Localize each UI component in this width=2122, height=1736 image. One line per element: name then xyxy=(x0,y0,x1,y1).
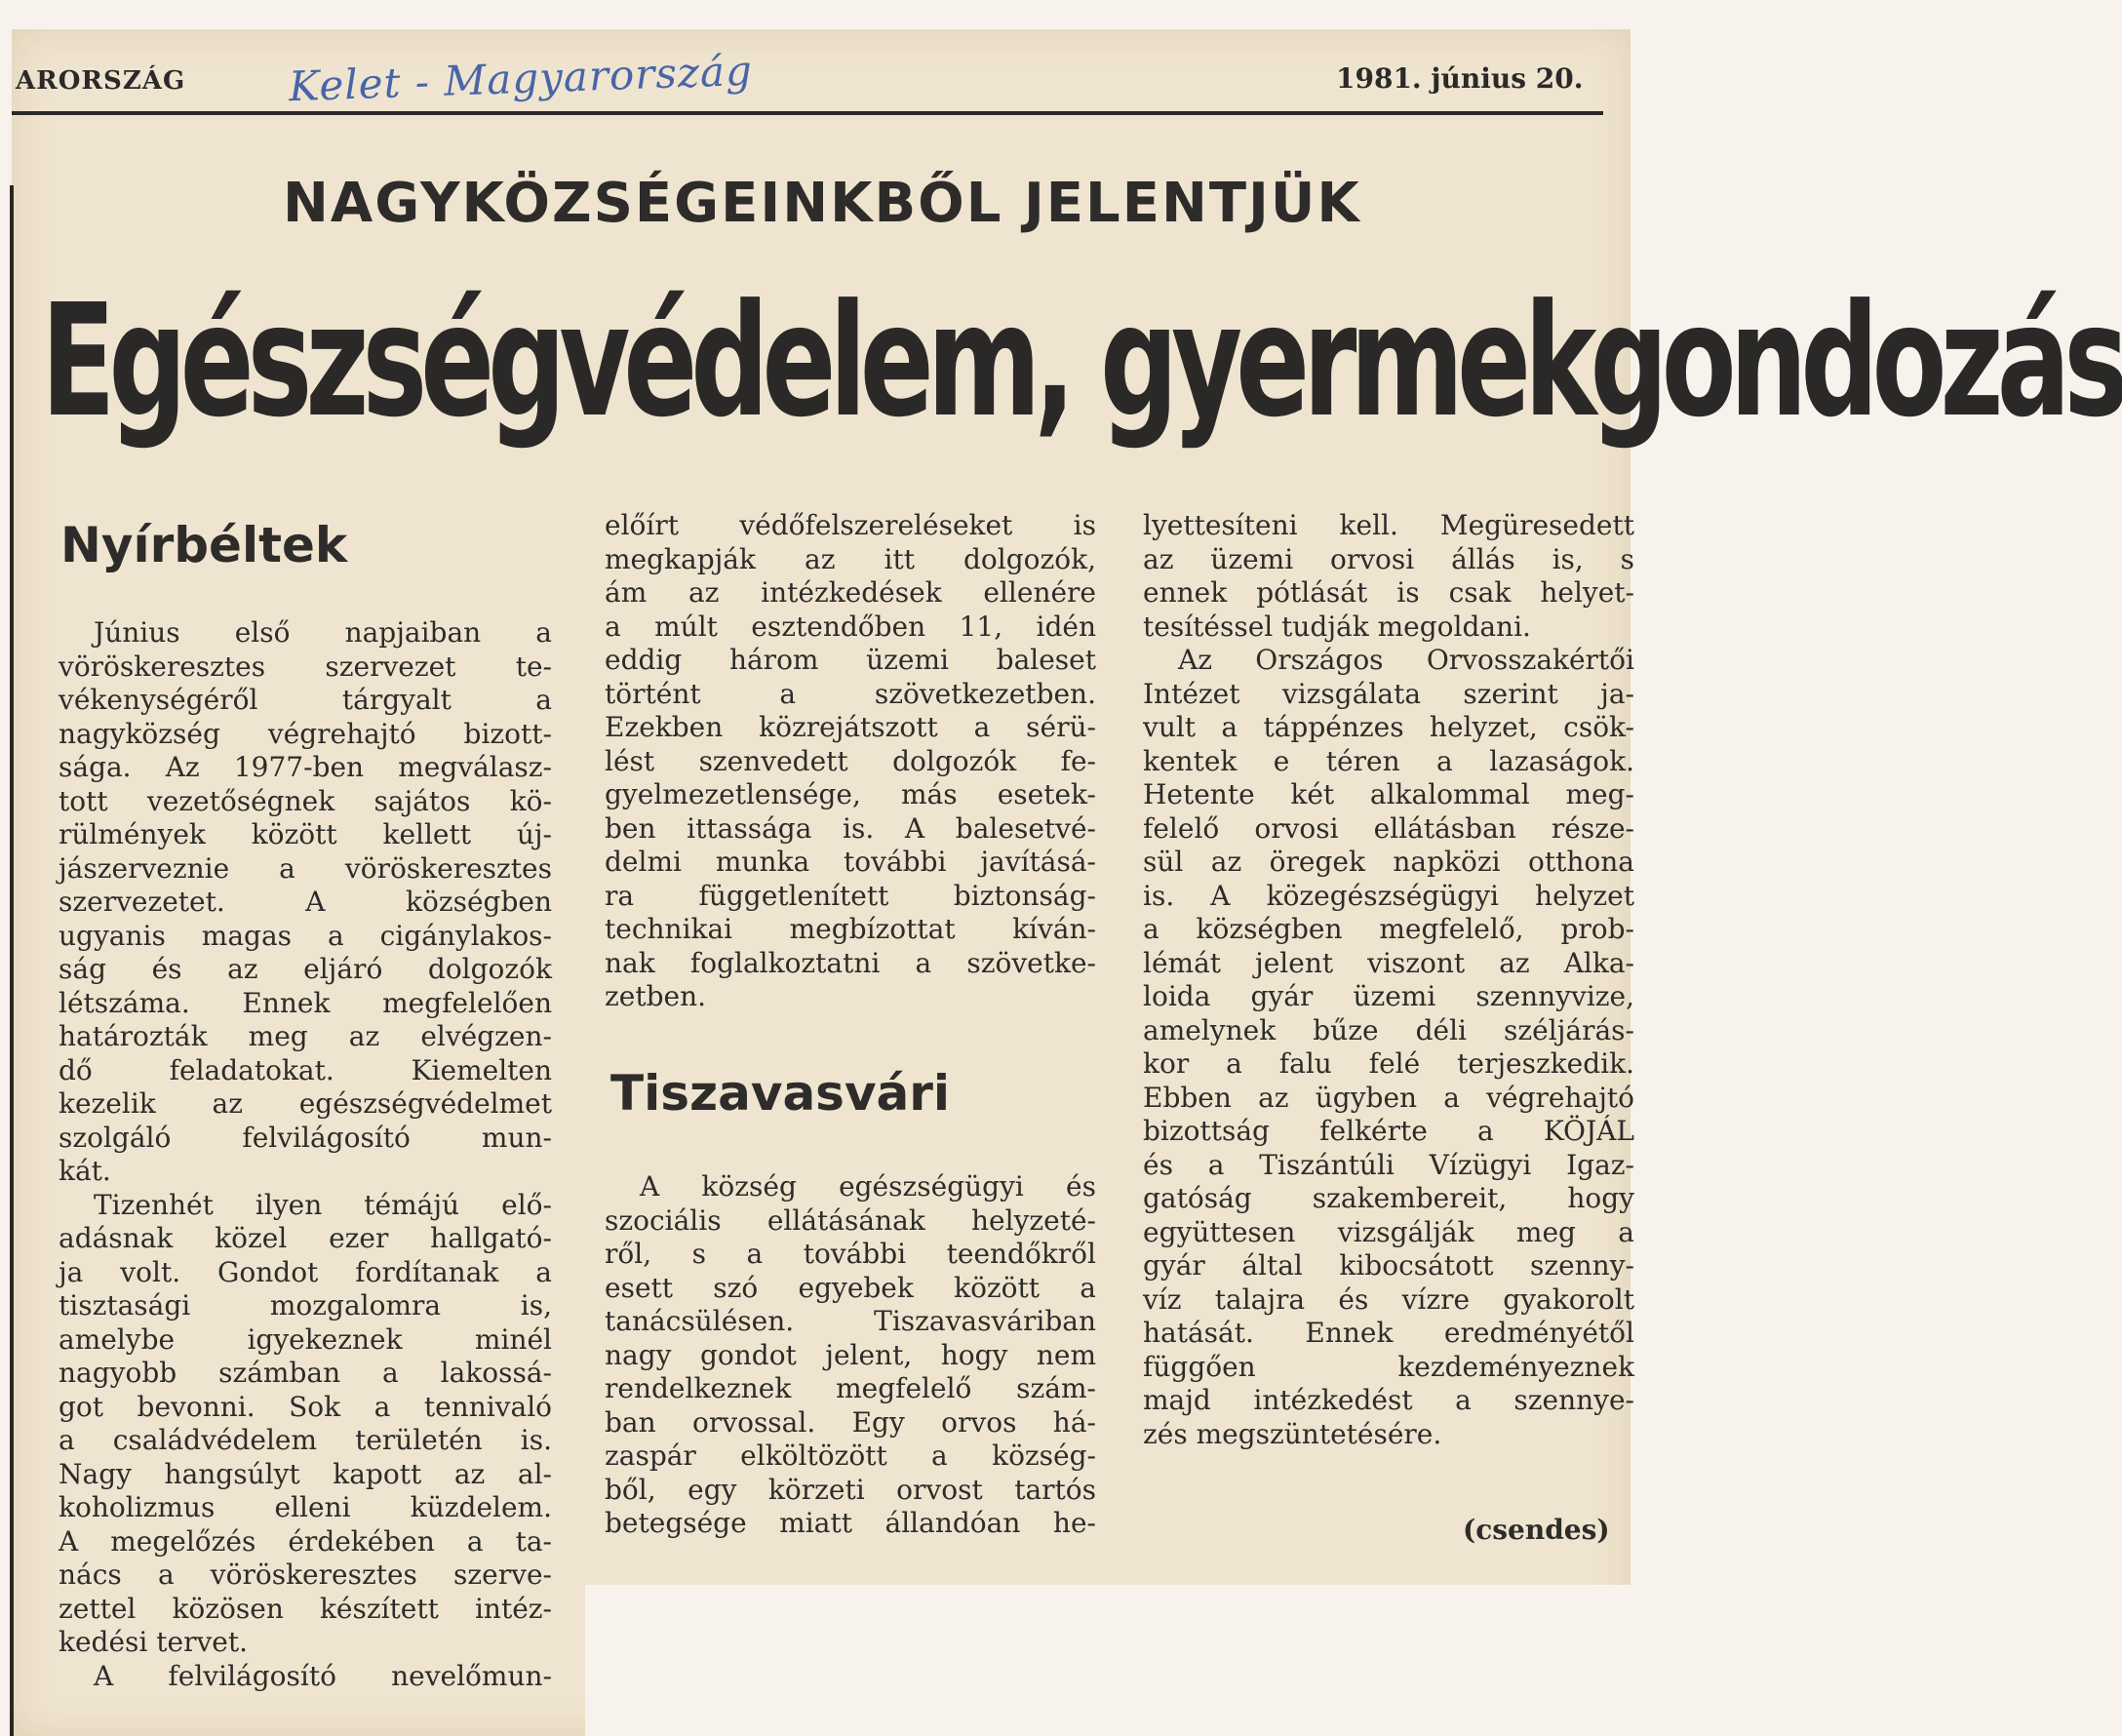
clipping-cutout xyxy=(585,1585,1740,1736)
text-line: tott vezetőségnek sajátos kö- xyxy=(59,784,552,817)
text-line: amelybe igyekeznek minél xyxy=(59,1322,552,1356)
text-line: függően kezdeményeznek xyxy=(1143,1350,1634,1383)
text-line: Intézet vizsgálata szerint ja- xyxy=(1143,677,1634,710)
text-line: az üzemi orvosi állás is, s xyxy=(1143,542,1634,575)
text-line: koholizmus elleni küzdelem. xyxy=(59,1491,552,1523)
text-line: kedési tervet. xyxy=(59,1626,249,1658)
text-line: adásnak közel ezer hallgató- xyxy=(59,1222,552,1254)
text-line: nagyközség végrehajtó bizott- xyxy=(59,717,552,750)
text-line: történt a szövetkezetben. xyxy=(605,677,1096,710)
text-line: szociális ellátásának helyzeté- xyxy=(605,1203,1096,1237)
column-1 xyxy=(59,616,552,1693)
text-line: bizottság felkérte a KÖJÁL xyxy=(1143,1115,1634,1147)
text-line: zaspár elköltözött a község- xyxy=(605,1440,1096,1472)
text-line: ám az intézkedések ellenére xyxy=(605,576,1096,609)
author-signature: (csendes) xyxy=(1463,1514,1610,1546)
text-line: loida gyár üzemi szennyvize, xyxy=(1143,980,1634,1012)
text-line: hatását. Ennek eredményétől xyxy=(1143,1317,1634,1349)
text-line: ja volt. Gondot fordítanak a xyxy=(59,1255,552,1288)
text-line: ság és az eljáró dolgozók xyxy=(59,953,552,985)
text-line: sül az öregek napközi otthona xyxy=(1143,846,1634,878)
text-line: dő feladatokat. Kiemelten xyxy=(59,1053,552,1086)
text-line: nagyobb számban a lakossá- xyxy=(59,1357,552,1389)
text-line: tesítéssel tudják megoldani. xyxy=(1143,610,1531,643)
text-line: Június első napjaiban a xyxy=(94,616,552,649)
column-3 xyxy=(1143,509,1634,1451)
text-line: tisztasági mozgalomra is, xyxy=(59,1289,552,1322)
kicker: NAGYKÖZSÉGEINKBŐL JELENTJÜK xyxy=(283,172,1361,235)
section-heading-nyirbeltek: Nyírbéltek xyxy=(60,517,348,573)
masthead-rule xyxy=(12,111,1603,115)
column-1-text xyxy=(59,616,552,1693)
text-line: Ebben az ügyben a végrehajtó xyxy=(1143,1081,1634,1114)
text-line: szolgáló felvilágosító mun- xyxy=(59,1121,552,1154)
text-line: eddig három üzemi baleset xyxy=(605,644,1096,676)
text-line: gyelmezetlensége, más esetek- xyxy=(605,778,1096,810)
text-line: rendelkeznek megfelelő szám- xyxy=(605,1372,1096,1404)
text-line: zés megszüntetésére. xyxy=(1143,1417,1442,1450)
text-line: kezelik az egészségvédelmet xyxy=(59,1087,552,1120)
column-border xyxy=(10,185,14,1736)
column-2-bottom xyxy=(605,1170,1096,1541)
text-line: ből, egy körzeti orvost tartós xyxy=(605,1473,1096,1506)
text-line: ugyanis magas a cigánylakos- xyxy=(59,919,552,952)
text-line: vöröskeresztes szervezet te- xyxy=(59,650,552,683)
text-line: rülmények között kellett új- xyxy=(59,818,552,850)
text-line: kentek e téren a lazaságok. xyxy=(1143,744,1634,777)
text-line: vékenységéről tárgyalt a xyxy=(59,684,552,716)
text-line: A felvilágosító nevelőmun- xyxy=(94,1659,552,1692)
text-line: A megelőzés érdekében a ta- xyxy=(59,1524,552,1558)
text-line: a családvédelem területén is. xyxy=(59,1424,552,1456)
text-line: lémát jelent viszont az Alka- xyxy=(1143,946,1634,979)
text-line: majd intézkedést a szennye- xyxy=(1143,1384,1634,1416)
text-line: víz talajra és vízre gyakorolt xyxy=(1143,1282,1634,1316)
text-line: zetben. xyxy=(605,980,707,1012)
text-line: A község egészségügyi és xyxy=(640,1170,1096,1203)
text-line: nács a vöröskeresztes szerve- xyxy=(59,1558,552,1591)
text-line: ben ittassága is. A balesetvé- xyxy=(605,811,1096,845)
text-line: zettel közösen készített intéz- xyxy=(59,1592,552,1625)
text-line: létszáma. Ennek megfelelően xyxy=(59,986,552,1019)
masthead-name: ARORSZÁG xyxy=(16,66,186,96)
handwritten-source-note: Kelet - Magyarország xyxy=(288,46,754,111)
text-line: kát. xyxy=(59,1155,111,1187)
text-line: amelynek bűze déli széljárás- xyxy=(1143,1013,1634,1046)
text-line: nagy gondot jelent, hogy nem xyxy=(605,1338,1096,1371)
section-heading-tiszavasvari: Tiszavasvári xyxy=(610,1065,951,1122)
text-line: felelő orvosi ellátásban része- xyxy=(1143,811,1634,845)
text-line: vult a táppénzes helyzet, csök- xyxy=(1143,711,1634,743)
text-line: előírt védőfelszereléseket is xyxy=(605,509,1096,541)
headline: Egészségvédelem, gyermekgondozás xyxy=(41,271,2122,453)
text-line: Ezekben közrejátszott a sérü- xyxy=(605,711,1096,743)
text-line: nak foglalkoztatni a szövetke- xyxy=(605,946,1096,979)
text-line: Tizenhét ilyen témájú elő- xyxy=(94,1188,552,1221)
masthead-date: 1981. június 20. xyxy=(1336,62,1584,95)
text-line: esett szó egyebek között a xyxy=(605,1271,1096,1304)
text-line: együttesen vizsgálják meg a xyxy=(1143,1215,1634,1248)
text-line: technikai megbízottat kíván- xyxy=(605,913,1096,945)
column-2-top-text xyxy=(605,509,1096,1014)
text-line: gyár által kibocsátott szenny- xyxy=(1143,1249,1634,1282)
column-2-top xyxy=(605,509,1096,1014)
text-line: jászerveznie a vöröskeresztes xyxy=(59,851,552,885)
text-line: és a Tiszántúli Vízügyi Igaz- xyxy=(1143,1148,1634,1181)
text-line: betegsége miatt állandóan he- xyxy=(605,1507,1096,1539)
text-line: lyettesíteni kell. Megüresedett xyxy=(1143,509,1634,541)
text-line: delmi munka további javításá- xyxy=(605,846,1096,878)
text-line: szervezetet. A községben xyxy=(59,886,552,918)
text-line: is. A közegészségügyi helyzet xyxy=(1143,879,1634,912)
text-line: Az Országos Orvosszakértői xyxy=(1178,644,1634,676)
text-line: Nagy hangsúlyt kapott az al- xyxy=(59,1457,552,1490)
text-line: ban orvossal. Egy orvos há- xyxy=(605,1405,1096,1439)
text-line: kor a falu felé terjeszkedik. xyxy=(1143,1047,1634,1080)
text-line: got bevonni. Sok a tennivaló xyxy=(59,1390,552,1423)
text-line: lést szenvedett dolgozók fe- xyxy=(605,744,1096,777)
column-2-bottom-text xyxy=(605,1170,1096,1541)
text-line: ra függetlenített biztonság- xyxy=(605,879,1096,912)
text-line: határozták meg az elvégzen- xyxy=(59,1020,552,1052)
text-line: Hetente két alkalommal meg- xyxy=(1143,778,1634,810)
text-line: tanácsülésen. Tiszavasváriban xyxy=(605,1305,1096,1337)
text-line: megkapják az itt dolgozók, xyxy=(605,542,1096,575)
text-line: ről, s a további teendőkről xyxy=(605,1238,1096,1270)
text-line: a községben megfelelő, prob- xyxy=(1143,913,1634,945)
text-line: a múlt esztendőben 11, idén xyxy=(605,610,1096,643)
column-3-text xyxy=(1143,509,1634,1451)
text-line: gatóság szakembereit, hogy xyxy=(1143,1182,1634,1214)
text-line: sága. Az 1977-ben megválasz- xyxy=(59,751,552,783)
text-line: ennek pótlását is csak helyet- xyxy=(1143,576,1634,609)
